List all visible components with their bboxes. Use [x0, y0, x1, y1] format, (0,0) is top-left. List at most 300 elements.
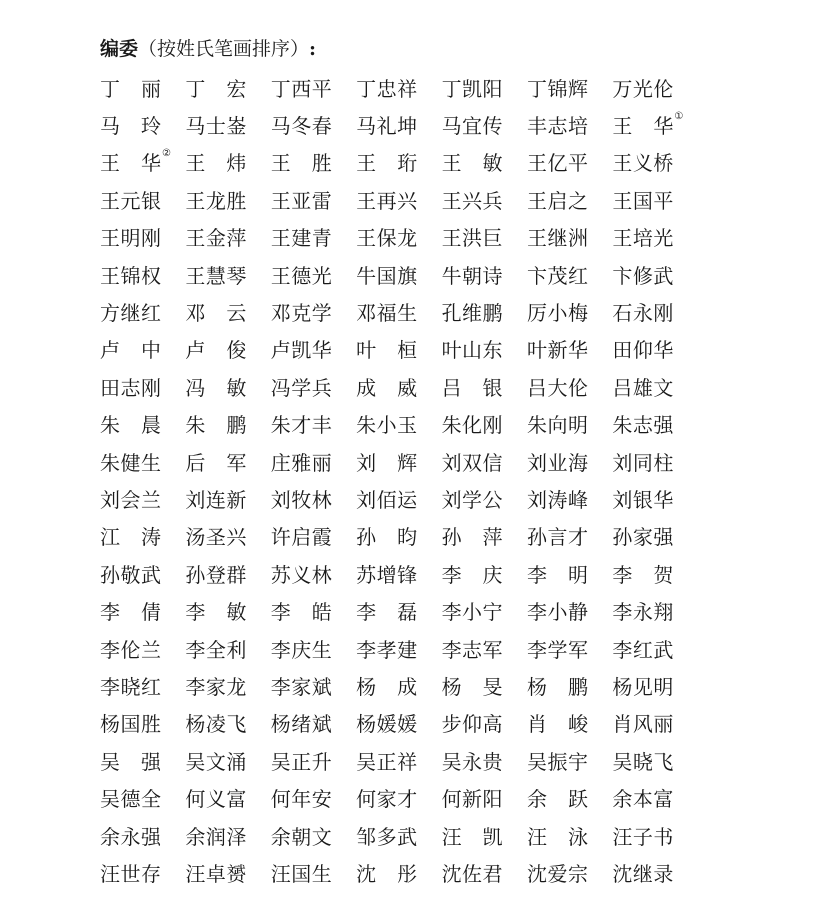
names-row [100, 481, 700, 518]
member-entry [612, 150, 697, 176]
member-entry [100, 637, 185, 663]
member-entry [527, 487, 612, 513]
member-entry [527, 749, 612, 775]
member-entry [271, 300, 356, 326]
member-entry [527, 188, 612, 214]
member-entry [271, 450, 356, 476]
member-entry [100, 76, 185, 102]
member-name: 丁丽 [100, 76, 161, 101]
member-entry [527, 824, 612, 850]
member-name: 朱志强 [612, 413, 674, 438]
member-entry [356, 599, 441, 625]
member-entry [185, 450, 270, 476]
member-name: 朱小玉 [356, 413, 418, 438]
member-entry [612, 637, 697, 663]
member-entry [442, 524, 527, 550]
member-entry [527, 861, 612, 887]
member-entry [100, 337, 185, 363]
member-name: 叶山东 [441, 338, 503, 363]
names-row [100, 631, 700, 668]
member-name: 杨绪斌 [270, 712, 332, 737]
member-entry [356, 487, 441, 513]
member-entry [185, 861, 270, 887]
member-entry [527, 113, 612, 139]
member-entry [612, 263, 697, 289]
member-entry [612, 749, 697, 775]
member-entry [527, 337, 612, 363]
member-name: 李全利 [185, 637, 247, 662]
names-row [100, 593, 700, 630]
member-name: 王启之 [526, 188, 588, 213]
names-row [100, 145, 700, 182]
member-entry [527, 637, 612, 663]
member-entry [185, 150, 270, 176]
member-entry [356, 711, 441, 737]
member-name: 朱晨 [100, 413, 161, 438]
member-name: 刘双信 [441, 450, 503, 475]
member-name: 卞茂红 [526, 263, 588, 288]
member-entry [356, 749, 441, 775]
member-name: 李志军 [441, 637, 503, 662]
member-name: 杨凌飞 [185, 712, 247, 737]
member-entry [100, 749, 185, 775]
section-heading [100, 36, 316, 62]
member-name: 刘连新 [185, 487, 247, 512]
member-name: 江涛 [100, 525, 161, 550]
member-entry [185, 637, 270, 663]
member-name: 方继红 [100, 301, 161, 326]
member-entry [271, 225, 356, 251]
member-entry [356, 450, 441, 476]
member-entry [185, 786, 270, 812]
member-entry [442, 487, 527, 513]
member-entry [527, 450, 612, 476]
member-entry [612, 861, 697, 887]
member-name: 李敏 [185, 600, 247, 625]
member-entry [356, 113, 441, 139]
member-entry [442, 711, 527, 737]
member-name: 李小静 [526, 600, 588, 625]
member-entry [100, 150, 185, 176]
member-name: 朱鹏 [185, 413, 247, 438]
member-name: 朱健生 [100, 450, 161, 475]
member-entry [612, 375, 697, 401]
member-entry [527, 300, 612, 326]
member-name: 孙昀 [356, 525, 418, 550]
member-entry [527, 599, 612, 625]
member-entry [185, 711, 270, 737]
names-row [100, 294, 700, 331]
member-name: 孙家强 [612, 525, 674, 550]
member-entry [100, 188, 185, 214]
member-name: 吴晓飞 [612, 749, 674, 774]
member-entry [356, 76, 441, 102]
member-name: 王兴兵 [441, 188, 503, 213]
member-entry [271, 375, 356, 401]
member-name: 李皓 [270, 600, 332, 625]
member-name: 汪凯 [441, 824, 503, 849]
member-entry [442, 637, 527, 663]
member-name: 卢中 [100, 338, 161, 363]
member-name: 余润泽 [185, 824, 247, 849]
member-entry [612, 786, 697, 812]
member-name: 丁锦辉 [526, 76, 588, 101]
member-entry [100, 599, 185, 625]
member-entry [612, 412, 697, 438]
member-name: 李庆 [441, 562, 503, 587]
member-name: 沈继录 [612, 861, 674, 886]
member-name: 刘辉 [356, 450, 418, 475]
member-name: 何义富 [185, 787, 247, 812]
member-name: 刘学公 [441, 487, 503, 512]
member-entry [527, 786, 612, 812]
member-entry [100, 450, 185, 476]
names-row [100, 706, 700, 743]
member-name: 苏义林 [270, 562, 332, 587]
member-entry [442, 786, 527, 812]
names-row [100, 668, 700, 705]
member-entry [356, 524, 441, 550]
member-name: 吴强 [100, 749, 161, 774]
member-name: 李贺 [612, 562, 674, 587]
member-name: 余朝文 [270, 824, 332, 849]
member-entry [612, 674, 697, 700]
member-name: 孙敬武 [100, 562, 161, 587]
member-name: 王华 [612, 114, 674, 139]
member-name: 李永翔 [612, 600, 674, 625]
member-entry [185, 562, 270, 588]
member-entry [271, 786, 356, 812]
member-name: 丁西平 [270, 76, 332, 101]
member-entry [442, 861, 527, 887]
member-name: 孔维鹏 [441, 301, 503, 326]
member-name: 卢俊 [185, 338, 247, 363]
member-entry [271, 412, 356, 438]
member-name: 苏增锋 [356, 562, 418, 587]
member-name: 王胜 [270, 151, 332, 176]
names-row [100, 332, 700, 369]
member-entry [612, 188, 697, 214]
member-name: 庄雅丽 [270, 450, 332, 475]
member-entry [185, 749, 270, 775]
member-name: 沈彤 [356, 861, 418, 886]
member-entry [442, 450, 527, 476]
member-entry [612, 562, 697, 588]
member-name: 丁忠祥 [356, 76, 418, 101]
member-name: 王慧琴 [185, 263, 247, 288]
member-entry [185, 113, 270, 139]
member-name: 邓福生 [356, 301, 418, 326]
member-name: 吴正祥 [356, 749, 418, 774]
member-name: 丁凯阳 [441, 76, 503, 101]
member-entry [442, 263, 527, 289]
member-name: 汪泳 [526, 824, 588, 849]
member-name: 马士崟 [185, 114, 247, 139]
member-name: 李小宁 [441, 600, 503, 625]
member-entry [185, 337, 270, 363]
member-name: 邹多武 [356, 824, 418, 849]
member-entry [100, 524, 185, 550]
member-entry [100, 824, 185, 850]
member-name: 王锦权 [100, 263, 161, 288]
member-entry [527, 150, 612, 176]
footnote-marker: ① [674, 111, 684, 123]
member-name: 叶新华 [526, 338, 588, 363]
member-name: 丰志培 [526, 114, 588, 139]
member-entry [612, 450, 697, 476]
member-entry [185, 487, 270, 513]
member-name: 牛朝诗 [441, 263, 503, 288]
member-entry [612, 487, 697, 513]
footnote-marker: ② [162, 148, 171, 160]
member-name: 马冬春 [270, 114, 332, 139]
member-name: 沈佐君 [441, 861, 503, 886]
member-entry [100, 674, 185, 700]
member-entry [356, 375, 441, 401]
member-name: 许启霞 [270, 525, 332, 550]
member-name: 何家才 [356, 787, 418, 812]
member-entry [271, 263, 356, 289]
member-name: 李磊 [356, 600, 418, 625]
member-entry [185, 524, 270, 550]
member-name: 刘同柱 [612, 450, 674, 475]
member-name: 吴文涌 [185, 749, 247, 774]
member-name: 朱才丰 [270, 413, 332, 438]
names-row [100, 220, 700, 257]
member-name: 吴正升 [270, 749, 332, 774]
member-name: 刘会兰 [100, 487, 161, 512]
member-name: 吕大伦 [526, 375, 588, 400]
member-name: 李伦兰 [100, 637, 161, 662]
member-name: 刘牧林 [270, 487, 332, 512]
member-name: 吕雄文 [612, 375, 674, 400]
member-name: 卞修武 [612, 263, 674, 288]
member-name: 李晓红 [100, 674, 161, 699]
member-entry [527, 562, 612, 588]
member-name: 邓云 [185, 301, 247, 326]
member-name: 孙登群 [185, 562, 247, 587]
member-entry [442, 300, 527, 326]
member-entry [527, 263, 612, 289]
member-entry [612, 337, 697, 363]
member-entry [442, 562, 527, 588]
member-name: 厉小梅 [526, 301, 588, 326]
member-entry [100, 412, 185, 438]
member-entry [185, 412, 270, 438]
member-name: 李庆生 [270, 637, 332, 662]
member-name: 余跃 [526, 787, 588, 812]
member-entry [442, 150, 527, 176]
member-entry [356, 786, 441, 812]
member-name: 杨媛媛 [356, 712, 418, 737]
member-name: 王珩 [356, 151, 418, 176]
member-name: 杨鹏 [526, 674, 588, 699]
heading-sort-note: （按姓氏笔画排序） [138, 38, 310, 60]
member-name: 杨成 [356, 674, 418, 699]
member-name: 叶桓 [356, 338, 418, 363]
member-entry [100, 300, 185, 326]
member-entry [442, 412, 527, 438]
member-entry [356, 412, 441, 438]
member-name: 余永强 [100, 824, 161, 849]
member-entry [612, 300, 697, 326]
member-entry [612, 225, 697, 251]
names-row [100, 257, 700, 294]
member-name: 李红武 [612, 637, 674, 662]
member-name: 吴永贵 [441, 749, 503, 774]
names-grid [100, 70, 700, 893]
member-entry [527, 711, 612, 737]
names-row [100, 818, 700, 855]
member-name: 马玲 [100, 114, 161, 139]
member-name: 王金萍 [185, 226, 247, 251]
member-entry [100, 263, 185, 289]
member-name: 吕银 [441, 375, 503, 400]
member-entry [185, 824, 270, 850]
member-entry [442, 375, 527, 401]
member-name: 刘银华 [612, 487, 674, 512]
member-entry [356, 674, 441, 700]
member-name: 汪子书 [612, 824, 674, 849]
member-entry [271, 76, 356, 102]
member-entry [185, 263, 270, 289]
member-name: 王亿平 [526, 151, 588, 176]
member-name: 后军 [185, 450, 247, 475]
member-name: 刘佰运 [356, 487, 418, 512]
member-name: 王德光 [270, 263, 332, 288]
names-row [100, 182, 700, 219]
member-entry [271, 337, 356, 363]
member-entry [271, 674, 356, 700]
member-name: 成威 [356, 375, 418, 400]
member-name: 田志刚 [100, 375, 161, 400]
names-row [100, 556, 700, 593]
member-name: 刘业海 [526, 450, 588, 475]
member-name: 王元银 [100, 188, 161, 213]
member-name: 杨旻 [441, 674, 503, 699]
member-name: 王建青 [270, 226, 332, 251]
member-name: 王炜 [185, 151, 247, 176]
member-entry [356, 861, 441, 887]
member-name: 田仰华 [612, 338, 674, 363]
member-entry [100, 861, 185, 887]
member-name: 王保龙 [356, 226, 418, 251]
member-entry [185, 76, 270, 102]
member-entry [271, 150, 356, 176]
member-name: 李明 [526, 562, 588, 587]
member-entry [271, 637, 356, 663]
member-name: 李学军 [526, 637, 588, 662]
member-entry [442, 188, 527, 214]
member-name: 何新阳 [441, 787, 503, 812]
member-entry [185, 188, 270, 214]
member-entry [100, 113, 185, 139]
member-name: 冯敏 [185, 375, 247, 400]
member-entry [527, 412, 612, 438]
member-name: 马礼坤 [356, 114, 418, 139]
names-row [100, 855, 700, 892]
member-name: 吴德全 [100, 787, 161, 812]
member-entry [356, 150, 441, 176]
member-entry [442, 337, 527, 363]
member-entry [356, 637, 441, 663]
member-name: 王明刚 [100, 226, 161, 251]
member-name: 肖峻 [526, 712, 588, 737]
member-name: 吴振宇 [526, 749, 588, 774]
member-entry [356, 225, 441, 251]
member-entry [527, 375, 612, 401]
member-entry [442, 76, 527, 102]
member-name: 孙萍 [441, 525, 503, 550]
member-name: 万光伦 [612, 76, 674, 101]
member-entry [442, 113, 527, 139]
heading-colon: : [309, 38, 317, 60]
member-name: 王再兴 [356, 188, 418, 213]
member-name: 李孝建 [356, 637, 418, 662]
heading-title: 编委 [100, 38, 139, 60]
member-entry [100, 562, 185, 588]
member-entry [356, 188, 441, 214]
member-name: 杨国胜 [100, 712, 161, 737]
member-entry [185, 599, 270, 625]
member-entry [100, 711, 185, 737]
member-entry [527, 674, 612, 700]
member-entry [356, 337, 441, 363]
member-entry [612, 599, 697, 625]
member-entry [271, 861, 356, 887]
member-entry [100, 487, 185, 513]
names-row [100, 70, 700, 107]
member-name: 王培光 [612, 226, 674, 251]
member-entry [612, 524, 697, 550]
member-entry [271, 188, 356, 214]
member-entry [271, 562, 356, 588]
member-name: 杨见明 [612, 674, 674, 699]
member-entry [442, 225, 527, 251]
member-entry [612, 76, 697, 102]
member-name: 朱化刚 [441, 413, 503, 438]
names-row [100, 107, 700, 144]
member-entry [527, 524, 612, 550]
member-entry [100, 375, 185, 401]
member-name: 刘涛峰 [526, 487, 588, 512]
member-name: 王敏 [441, 151, 503, 176]
member-entry [442, 749, 527, 775]
member-entry [185, 674, 270, 700]
names-row [100, 743, 700, 780]
member-name: 卢凯华 [270, 338, 332, 363]
member-name: 孙言才 [526, 525, 588, 550]
member-entry [527, 225, 612, 251]
member-entry [442, 674, 527, 700]
member-name: 余本富 [612, 787, 674, 812]
member-entry [356, 263, 441, 289]
member-name: 李家斌 [270, 674, 332, 699]
member-name: 汤圣兴 [185, 525, 247, 550]
member-name: 王义桥 [612, 151, 674, 176]
member-entry [442, 824, 527, 850]
member-name: 汪世存 [100, 861, 161, 886]
names-row [100, 407, 700, 444]
member-entry [271, 711, 356, 737]
member-name: 石永刚 [612, 301, 674, 326]
member-name: 沈爱宗 [526, 861, 588, 886]
member-name: 王华 [100, 151, 161, 176]
names-row [100, 444, 700, 481]
member-entry [185, 375, 270, 401]
member-entry [271, 487, 356, 513]
member-entry [442, 599, 527, 625]
